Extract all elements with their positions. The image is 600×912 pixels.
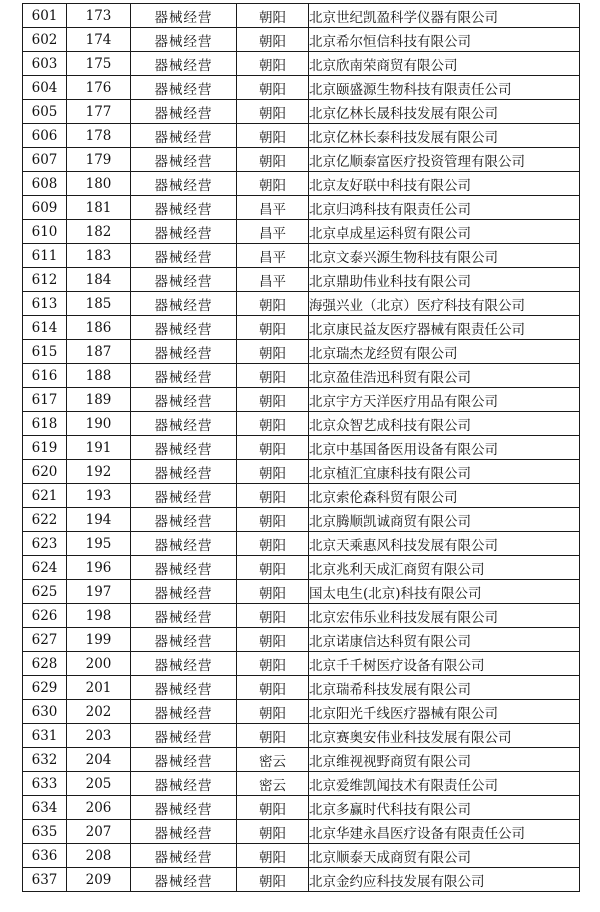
company-name-cell: 北京盈佳浩迅科贸有限公司 xyxy=(309,364,580,388)
category-cell: 器械经营 xyxy=(131,28,237,52)
serial-number-cell: 609 xyxy=(23,196,67,220)
category-cell: 器械经营 xyxy=(131,508,237,532)
table-row xyxy=(23,724,580,748)
category-cell: 器械经营 xyxy=(131,292,237,316)
district-cell: 朝阳 xyxy=(237,364,309,388)
district-cell: 朝阳 xyxy=(237,460,309,484)
serial-number-cell: 635 xyxy=(23,820,67,844)
district-cell: 昌平 xyxy=(237,196,309,220)
district-cell: 朝阳 xyxy=(237,76,309,100)
serial-number-cell: 618 xyxy=(23,412,67,436)
category-cell: 器械经营 xyxy=(131,868,237,892)
district-cell: 朝阳 xyxy=(237,604,309,628)
serial-number-cell: 622 xyxy=(23,508,67,532)
table-row xyxy=(23,532,580,556)
district-cell: 朝阳 xyxy=(237,844,309,868)
company-name-cell: 北京瑞杰龙经贸有限公司 xyxy=(309,340,580,364)
serial-number-cell: 612 xyxy=(23,268,67,292)
item-number-cell: 197 xyxy=(67,580,131,604)
district-cell: 朝阳 xyxy=(237,124,309,148)
table-body xyxy=(23,4,580,892)
serial-number-cell: 610 xyxy=(23,220,67,244)
district-cell: 朝阳 xyxy=(237,340,309,364)
district-cell: 朝阳 xyxy=(237,652,309,676)
serial-number-cell: 615 xyxy=(23,340,67,364)
item-number-cell: 173 xyxy=(67,4,131,28)
company-list-table xyxy=(22,3,580,892)
district-cell: 朝阳 xyxy=(237,868,309,892)
table-row xyxy=(23,388,580,412)
company-name-cell: 北京世纪凯盈科学仪器有限公司 xyxy=(309,4,580,28)
category-cell: 器械经营 xyxy=(131,4,237,28)
table-row xyxy=(23,4,580,28)
company-name-cell: 北京金约应科技发展有限公司 xyxy=(309,868,580,892)
serial-number-cell: 607 xyxy=(23,148,67,172)
serial-number-cell: 620 xyxy=(23,460,67,484)
category-cell: 器械经营 xyxy=(131,652,237,676)
item-number-cell: 176 xyxy=(67,76,131,100)
category-cell: 器械经营 xyxy=(131,100,237,124)
item-number-cell: 175 xyxy=(67,52,131,76)
table-row xyxy=(23,292,580,316)
company-name-cell: 北京爱维凯闻技术有限责任公司 xyxy=(309,772,580,796)
category-cell: 器械经营 xyxy=(131,748,237,772)
category-cell: 器械经营 xyxy=(131,52,237,76)
serial-number-cell: 617 xyxy=(23,388,67,412)
company-name-cell: 北京天乘惠风科技发展有限公司 xyxy=(309,532,580,556)
table-row xyxy=(23,796,580,820)
item-number-cell: 185 xyxy=(67,292,131,316)
category-cell: 器械经营 xyxy=(131,220,237,244)
table-row xyxy=(23,556,580,580)
serial-number-cell: 626 xyxy=(23,604,67,628)
category-cell: 器械经营 xyxy=(131,772,237,796)
serial-number-cell: 634 xyxy=(23,796,67,820)
category-cell: 器械经营 xyxy=(131,532,237,556)
item-number-cell: 200 xyxy=(67,652,131,676)
district-cell: 朝阳 xyxy=(237,28,309,52)
table-row xyxy=(23,28,580,52)
district-cell: 昌平 xyxy=(237,268,309,292)
item-number-cell: 194 xyxy=(67,508,131,532)
company-name-cell: 北京文泰兴源生物科技有限公司 xyxy=(309,244,580,268)
district-cell: 朝阳 xyxy=(237,292,309,316)
item-number-cell: 191 xyxy=(67,436,131,460)
table-row xyxy=(23,820,580,844)
item-number-cell: 178 xyxy=(67,124,131,148)
category-cell: 器械经营 xyxy=(131,580,237,604)
category-cell: 器械经营 xyxy=(131,796,237,820)
table-row xyxy=(23,652,580,676)
company-name-cell: 北京中基国备医用设备有限公司 xyxy=(309,436,580,460)
serial-number-cell: 606 xyxy=(23,124,67,148)
company-name-cell: 北京顺泰天成商贸有限公司 xyxy=(309,844,580,868)
table-row xyxy=(23,340,580,364)
table-row xyxy=(23,76,580,100)
serial-number-cell: 605 xyxy=(23,100,67,124)
company-name-cell: 北京腾顺凯诚商贸有限公司 xyxy=(309,508,580,532)
company-name-cell: 北京千千树医疗设备有限公司 xyxy=(309,652,580,676)
table-row xyxy=(23,196,580,220)
item-number-cell: 202 xyxy=(67,700,131,724)
company-name-cell: 北京瑞希科技发展有限公司 xyxy=(309,676,580,700)
item-number-cell: 182 xyxy=(67,220,131,244)
serial-number-cell: 624 xyxy=(23,556,67,580)
item-number-cell: 208 xyxy=(67,844,131,868)
item-number-cell: 205 xyxy=(67,772,131,796)
category-cell: 器械经营 xyxy=(131,412,237,436)
company-name-cell: 北京华建永昌医疗设备有限责任公司 xyxy=(309,820,580,844)
district-cell: 密云 xyxy=(237,772,309,796)
table-row xyxy=(23,868,580,892)
serial-number-cell: 630 xyxy=(23,700,67,724)
district-cell: 朝阳 xyxy=(237,796,309,820)
item-number-cell: 186 xyxy=(67,316,131,340)
table-row xyxy=(23,508,580,532)
district-cell: 朝阳 xyxy=(237,100,309,124)
serial-number-cell: 633 xyxy=(23,772,67,796)
item-number-cell: 189 xyxy=(67,388,131,412)
category-cell: 器械经营 xyxy=(131,364,237,388)
company-name-cell: 北京索伦森科贸有限公司 xyxy=(309,484,580,508)
company-name-cell: 北京众智艺成科技有限公司 xyxy=(309,412,580,436)
serial-number-cell: 601 xyxy=(23,4,67,28)
serial-number-cell: 602 xyxy=(23,28,67,52)
category-cell: 器械经营 xyxy=(131,484,237,508)
category-cell: 器械经营 xyxy=(131,148,237,172)
company-name-cell: 北京亿林长泰科技发展有限公司 xyxy=(309,124,580,148)
district-cell: 朝阳 xyxy=(237,676,309,700)
district-cell: 昌平 xyxy=(237,220,309,244)
serial-number-cell: 629 xyxy=(23,676,67,700)
district-cell: 朝阳 xyxy=(237,484,309,508)
table-row xyxy=(23,316,580,340)
company-name-cell: 北京卓成星运科贸有限公司 xyxy=(309,220,580,244)
item-number-cell: 183 xyxy=(67,244,131,268)
item-number-cell: 181 xyxy=(67,196,131,220)
table-row xyxy=(23,244,580,268)
category-cell: 器械经营 xyxy=(131,268,237,292)
district-cell: 朝阳 xyxy=(237,316,309,340)
company-name-cell: 北京维视视野商贸有限公司 xyxy=(309,748,580,772)
district-cell: 密云 xyxy=(237,748,309,772)
category-cell: 器械经营 xyxy=(131,76,237,100)
company-name-cell: 北京诺康信达科贸有限公司 xyxy=(309,628,580,652)
table-row xyxy=(23,772,580,796)
company-name-cell: 国太电生(北京)科技有限公司 xyxy=(309,580,580,604)
table-row xyxy=(23,148,580,172)
company-name-cell: 北京欣南荣商贸有限公司 xyxy=(309,52,580,76)
company-name-cell: 北京植汇宜康科技有限公司 xyxy=(309,460,580,484)
category-cell: 器械经营 xyxy=(131,124,237,148)
district-cell: 朝阳 xyxy=(237,556,309,580)
table-row xyxy=(23,748,580,772)
item-number-cell: 204 xyxy=(67,748,131,772)
company-name-cell: 北京宏伟乐业科技发展有限公司 xyxy=(309,604,580,628)
item-number-cell: 203 xyxy=(67,724,131,748)
table-row xyxy=(23,172,580,196)
item-number-cell: 195 xyxy=(67,532,131,556)
table-row xyxy=(23,700,580,724)
serial-number-cell: 608 xyxy=(23,172,67,196)
serial-number-cell: 627 xyxy=(23,628,67,652)
district-cell: 朝阳 xyxy=(237,52,309,76)
district-cell: 昌平 xyxy=(237,244,309,268)
district-cell: 朝阳 xyxy=(237,532,309,556)
serial-number-cell: 637 xyxy=(23,868,67,892)
category-cell: 器械经营 xyxy=(131,844,237,868)
serial-number-cell: 616 xyxy=(23,364,67,388)
district-cell: 朝阳 xyxy=(237,388,309,412)
category-cell: 器械经营 xyxy=(131,556,237,580)
category-cell: 器械经营 xyxy=(131,244,237,268)
serial-number-cell: 636 xyxy=(23,844,67,868)
item-number-cell: 199 xyxy=(67,628,131,652)
company-name-cell: 海强兴业（北京）医疗科技有限公司 xyxy=(309,292,580,316)
company-name-cell: 北京鼎助伟业科技有限公司 xyxy=(309,268,580,292)
serial-number-cell: 628 xyxy=(23,652,67,676)
district-cell: 朝阳 xyxy=(237,436,309,460)
item-number-cell: 207 xyxy=(67,820,131,844)
company-name-cell: 北京宇方天洋医疗用品有限公司 xyxy=(309,388,580,412)
table-row xyxy=(23,628,580,652)
category-cell: 器械经营 xyxy=(131,172,237,196)
item-number-cell: 196 xyxy=(67,556,131,580)
serial-number-cell: 611 xyxy=(23,244,67,268)
serial-number-cell: 632 xyxy=(23,748,67,772)
item-number-cell: 206 xyxy=(67,796,131,820)
company-name-cell: 北京颐盛源生物科技有限责任公司 xyxy=(309,76,580,100)
district-cell: 朝阳 xyxy=(237,148,309,172)
table-row xyxy=(23,604,580,628)
table-row xyxy=(23,268,580,292)
item-number-cell: 192 xyxy=(67,460,131,484)
category-cell: 器械经营 xyxy=(131,388,237,412)
item-number-cell: 198 xyxy=(67,604,131,628)
table-row xyxy=(23,100,580,124)
company-name-cell: 北京友好联中科技有限公司 xyxy=(309,172,580,196)
district-cell: 朝阳 xyxy=(237,508,309,532)
district-cell: 朝阳 xyxy=(237,412,309,436)
table-row xyxy=(23,676,580,700)
serial-number-cell: 614 xyxy=(23,316,67,340)
item-number-cell: 193 xyxy=(67,484,131,508)
serial-number-cell: 621 xyxy=(23,484,67,508)
company-name-cell: 北京康民益友医疗器械有限责任公司 xyxy=(309,316,580,340)
company-name-cell: 北京阳光千线医疗器械有限公司 xyxy=(309,700,580,724)
district-cell: 朝阳 xyxy=(237,580,309,604)
category-cell: 器械经营 xyxy=(131,628,237,652)
item-number-cell: 180 xyxy=(67,172,131,196)
item-number-cell: 190 xyxy=(67,412,131,436)
item-number-cell: 179 xyxy=(67,148,131,172)
serial-number-cell: 619 xyxy=(23,436,67,460)
district-cell: 朝阳 xyxy=(237,700,309,724)
company-name-cell: 北京希尔恒信科技有限公司 xyxy=(309,28,580,52)
category-cell: 器械经营 xyxy=(131,340,237,364)
category-cell: 器械经营 xyxy=(131,604,237,628)
item-number-cell: 177 xyxy=(67,100,131,124)
district-cell: 朝阳 xyxy=(237,172,309,196)
table-row xyxy=(23,412,580,436)
company-name-cell: 北京归鸿科技有限责任公司 xyxy=(309,196,580,220)
table-row xyxy=(23,460,580,484)
category-cell: 器械经营 xyxy=(131,460,237,484)
district-cell: 朝阳 xyxy=(237,628,309,652)
category-cell: 器械经营 xyxy=(131,676,237,700)
serial-number-cell: 625 xyxy=(23,580,67,604)
item-number-cell: 209 xyxy=(67,868,131,892)
table-row xyxy=(23,436,580,460)
table-row xyxy=(23,484,580,508)
table-row xyxy=(23,844,580,868)
category-cell: 器械经营 xyxy=(131,196,237,220)
category-cell: 器械经营 xyxy=(131,316,237,340)
company-name-cell: 北京赛奥安伟业科技发展有限公司 xyxy=(309,724,580,748)
category-cell: 器械经营 xyxy=(131,820,237,844)
table-row xyxy=(23,364,580,388)
item-number-cell: 201 xyxy=(67,676,131,700)
serial-number-cell: 604 xyxy=(23,76,67,100)
table-row xyxy=(23,52,580,76)
serial-number-cell: 603 xyxy=(23,52,67,76)
table-row xyxy=(23,220,580,244)
serial-number-cell: 613 xyxy=(23,292,67,316)
item-number-cell: 188 xyxy=(67,364,131,388)
serial-number-cell: 631 xyxy=(23,724,67,748)
category-cell: 器械经营 xyxy=(131,436,237,460)
company-name-cell: 北京亿顺泰富医疗投资管理有限公司 xyxy=(309,148,580,172)
serial-number-cell: 623 xyxy=(23,532,67,556)
district-cell: 朝阳 xyxy=(237,4,309,28)
table-row xyxy=(23,580,580,604)
company-name-cell: 北京兆利天成汇商贸有限公司 xyxy=(309,556,580,580)
item-number-cell: 184 xyxy=(67,268,131,292)
district-cell: 朝阳 xyxy=(237,820,309,844)
table-row xyxy=(23,124,580,148)
company-name-cell: 北京多赢时代科技有限公司 xyxy=(309,796,580,820)
company-name-cell: 北京亿林长晟科技发展有限公司 xyxy=(309,100,580,124)
item-number-cell: 187 xyxy=(67,340,131,364)
district-cell: 朝阳 xyxy=(237,724,309,748)
category-cell: 器械经营 xyxy=(131,700,237,724)
item-number-cell: 174 xyxy=(67,28,131,52)
category-cell: 器械经营 xyxy=(131,724,237,748)
